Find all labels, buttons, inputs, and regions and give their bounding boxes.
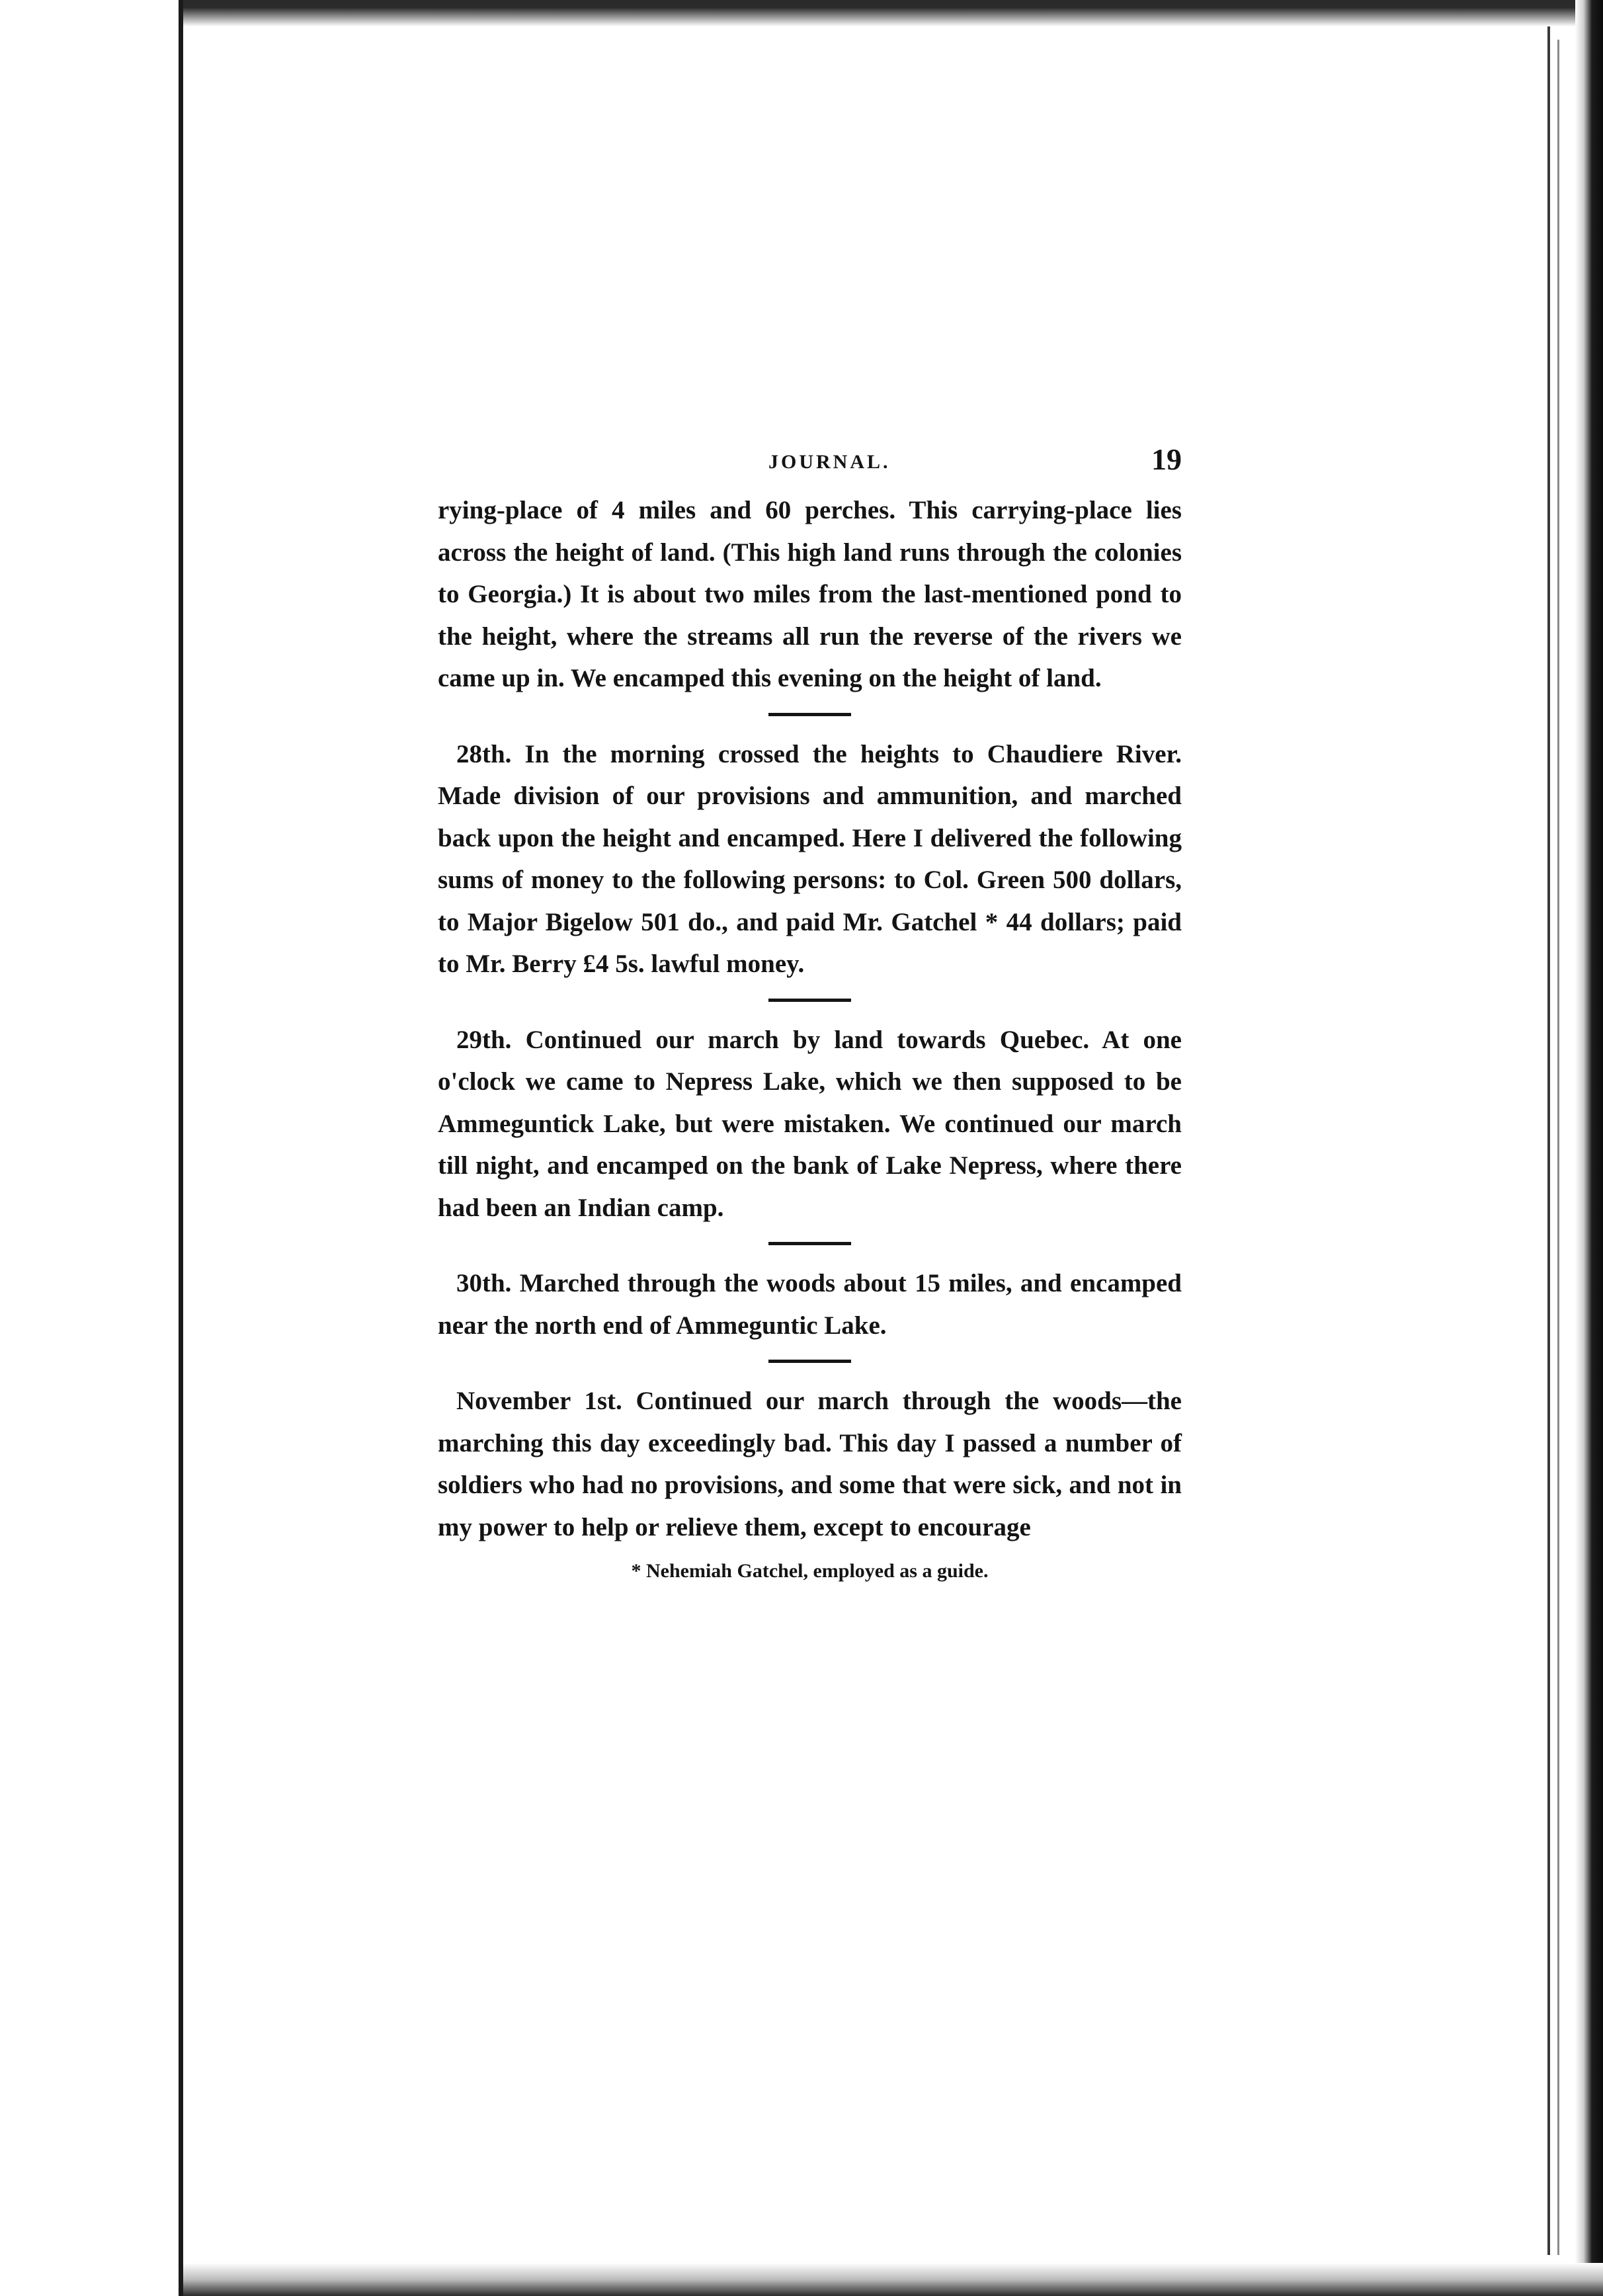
paragraph-november-1st: November 1st. Continued our march through the woods—the marching this day exceedingly bad. This day I passed a number of soldiers who had no provisions, and some that were sick, and not in my power to help or relieve them, except to encourage bbox=[438, 1387, 1182, 1541]
page-left-edge bbox=[179, 0, 183, 2296]
section-divider bbox=[768, 713, 851, 716]
paragraph-28th: 28th. In the morning crossed the heights to Chaudiere River. Made division of our provisions and ammunition, and marched back upon the height and encamped. Here I delivered the following sums of money to the following persons: to Col. Green 500 dollars, to Major Bigelow 501 do., and paid Mr. Gatchel * 44 dollars; paid to Mr. Berry £4 5s. lawful money. bbox=[438, 739, 1182, 978]
page-text-block bbox=[438, 436, 1182, 1582]
section-divider bbox=[768, 1360, 851, 1363]
page-right-edge-line bbox=[1557, 40, 1559, 2255]
page-right-edge bbox=[1575, 0, 1603, 2296]
page-number: 19 bbox=[1151, 442, 1182, 476]
paragraph-29th: 29th. Continued our march by land towards Quebec. At one o'clock we came to Nepress Lake, which we then supposed to be Ammeguntick Lake, but were mistaken. We continued our march till night, and encamped on the bank of Lake Nepress, where there had been an Indian camp. bbox=[438, 1025, 1182, 1222]
page-right-edge-line bbox=[1547, 26, 1550, 2255]
section-divider bbox=[768, 1242, 851, 1245]
paragraph-30th: 30th. Marched through the woods about 15 miles, and encamped near the north end of Ammeguntic Lake. bbox=[438, 1269, 1182, 1340]
footnote: * Nehemiah Gatchel, employed as a guide. bbox=[631, 1560, 989, 1582]
section-divider bbox=[768, 999, 851, 1002]
running-head bbox=[438, 436, 1182, 489]
paragraph-continuation: rying-place of 4 miles and 60 perches. This carrying-place lies across the height of land. (This high land runs through the colonies to Georgia.) It is about two miles from the last-mentioned pond to the height, where the streams all run the reverse of the rivers we came up in. We encamped this evening on the height of land. bbox=[438, 496, 1182, 692]
running-head-title: JOURNAL. bbox=[768, 451, 891, 473]
page-bottom-edge bbox=[183, 2263, 1603, 2296]
page-top-edge bbox=[183, 0, 1603, 26]
